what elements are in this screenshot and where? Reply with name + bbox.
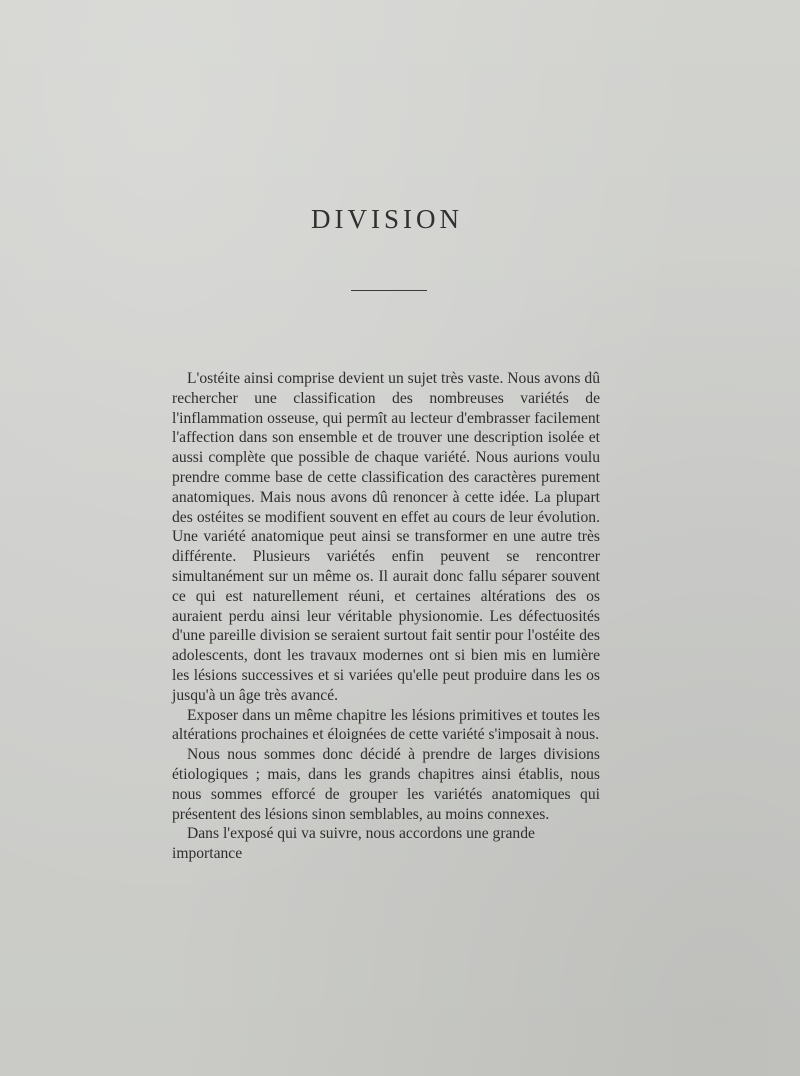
page-title: DIVISION [311,204,463,234]
paragraph-2: Exposer dans un même chapitre les lésions primitives et toutes les altérations prochaines et éloignées de cette variété s'imposait à nous. [172,706,600,744]
body-text [172,369,600,864]
paragraph-4: Dans l'exposé qui va suivre, nous accordons une grande importance [172,825,535,863]
paragraph-1: L'ostéite ainsi comprise devient un sujet très vaste. Nous avons dû rechercher une classification des nombreuses variétés de l'inflammation osseuse, qui permît au lecteur d'embrasser facilement l'affection dans son ensemble et de trouver une description isolée et aussi complète que possible de chaque variété. Nous aurions voulu prendre comme base de cette classification des caractères purement anatomiques. Mais nous avons dû renoncer à cette idée. La plupart des ostéites se modifient souvent en effet au cours de leur évolution. Une variété anatomique peut ainsi se transformer en une autre très différente. Plusieurs variétés enfin peuvent se rencontrer simultanément sur un même os. Il aurait donc fallu séparer souvent ce qui est naturellement réuni, et certaines altérations des os auraient perdu ainsi leur véritable physionomie. Les défectuosités d'une pareille division se seraient surtout fait sentir pour l'ostéite des adolescents, dont les travaux modernes ont si bien mis en lumière les lésions successives et si variées qu'elle peut produire dans les os jusqu'à un âge très avancé. [172,370,600,704]
title-divider [351,290,427,291]
paragraph-3: Nous nous sommes donc décidé à prendre de larges divisions étiologiques ; mais, dans les grands chapitres ainsi établis, nous nous sommes efforcé de grouper les variétés anatomiques qui présentent des lésions sinon semblables, au moins connexes. [172,746,600,823]
